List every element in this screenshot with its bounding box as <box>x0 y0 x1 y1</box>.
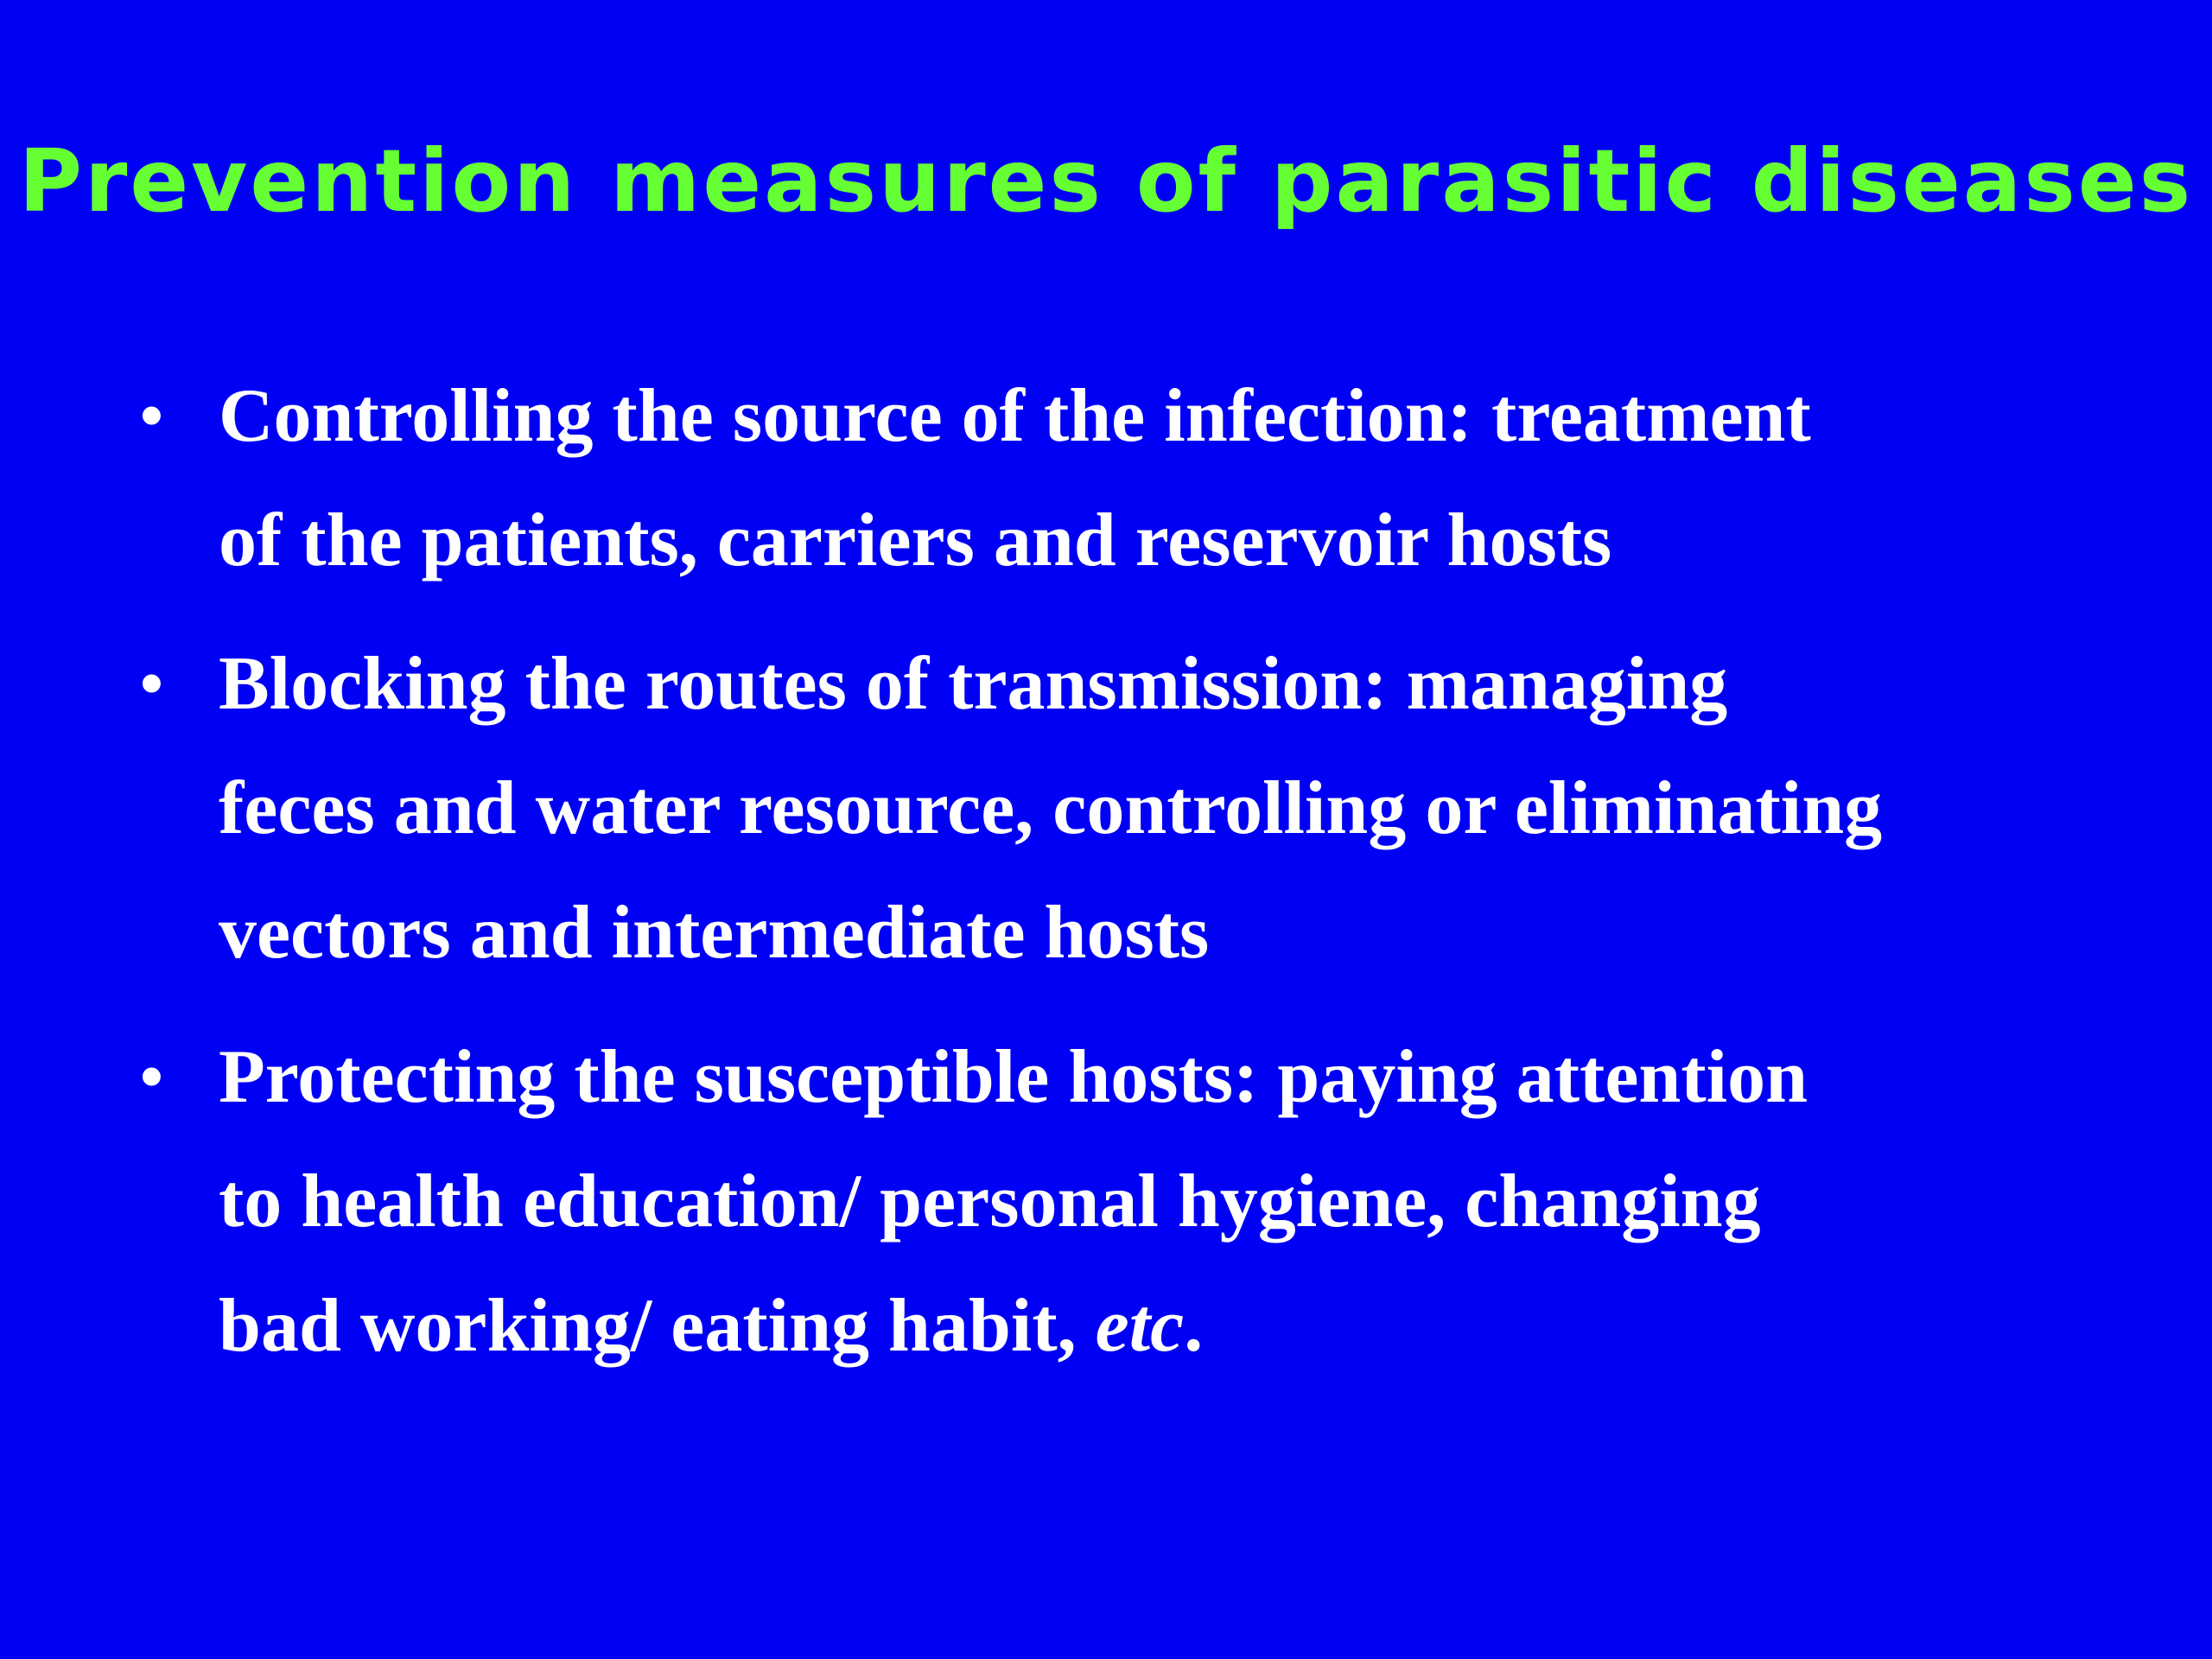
bullet-line <box>219 1264 2120 1389</box>
bullet-marker: • <box>138 642 165 726</box>
bullet-line: Controlling the source of the infection: treatment <box>219 374 1811 458</box>
bullet-line: vectors and intermediate hosts <box>219 891 1210 975</box>
bullet-text <box>219 1015 2120 1389</box>
bullet-line: Protecting the susceptible hosts: paying attention <box>219 1035 1808 1119</box>
bullet-marker: • <box>138 374 165 458</box>
bullet-line-end: . <box>1184 1284 1204 1368</box>
slide-title: Prevention measures of parasitic diseases <box>18 130 2194 232</box>
bullet-line: to health education/ personal hygiene, changing <box>219 1160 1761 1243</box>
bullet-line-text: bad working/ eating habit, <box>219 1284 1096 1368</box>
bullet-text <box>219 622 2120 995</box>
bullet-line: feces and water resource, controlling or eliminating <box>219 766 1883 850</box>
bullet-line: Blocking the routes of transmission: managing <box>219 642 1728 726</box>
bullet-marker: • <box>138 1035 165 1119</box>
bullet-text <box>219 354 2120 603</box>
bullet-line: of the patients, carriers and reservoir hosts <box>219 499 1612 582</box>
italic-etc: etc <box>1095 1284 1185 1368</box>
